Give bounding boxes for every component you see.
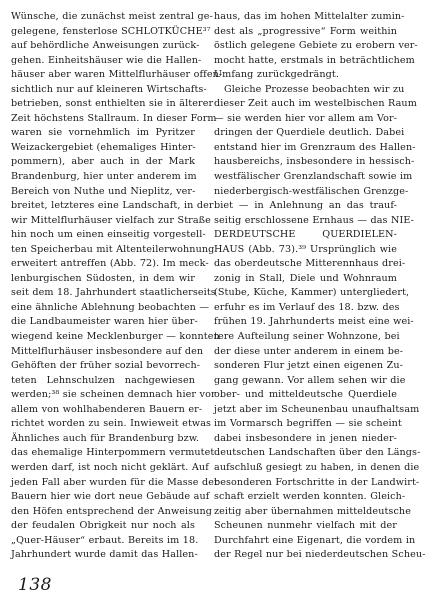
text-line: hausbereichs, insbesondere in hessisch- (214, 156, 415, 168)
text-line: östlich gelegene Gebiete zu erobern ver- (214, 40, 418, 52)
text-line: erfuhr es im Verlauf des 18. bzw. des (214, 301, 400, 313)
text-line: dabei insbesondere in jenen nieder- (214, 432, 397, 444)
text-line: breitet, letzteres eine Landschaft, in der (11, 200, 214, 212)
text-line: Gehöften der früher sozial bevorrech- (11, 360, 201, 372)
text-line: erweitert antreffen (Abb. 72). Im meck- (11, 258, 209, 270)
text-line: das ehemalige Hinterpommern vermutet (11, 447, 215, 459)
text-line: sichtlich nur auf kleineren Wirtschafts- (11, 83, 207, 95)
text-line: häuser aber waren Mittelflurhäuser offen- (11, 69, 223, 81)
text-line: Jahrhundert wurde damit das Hallen- (11, 549, 198, 561)
text-line: Gleiche Prozesse beobachten wir zu (224, 83, 405, 95)
text-line: Durchfahrt eine Eigenart, die vordem in (214, 534, 416, 546)
text-line: hin noch um einen einseitig vorgestell- (11, 229, 206, 241)
text-line: Mittelflurhäuser insbesondere auf den (11, 345, 204, 357)
text-line: werden darf, ist noch nicht geklärt. Auf (11, 461, 209, 473)
text-line: (Stube, Küche, Kammer) untergliedert, (214, 287, 410, 299)
text-line: Umfang zurückgedrängt. (214, 69, 339, 81)
text-line: sonderen Flur jetzt einen eigenen Zu- (214, 360, 403, 372)
text-line: eine ähnliche Ablehnung beobachten — (11, 301, 210, 313)
text-line: DERDEUTSCHE QUERDIELEN- (214, 229, 397, 241)
text-line: frühen 19. Jahrhunderts meist eine wei- (214, 316, 414, 328)
text-line: gang gewann. Vor allem sehen wir die (214, 374, 406, 386)
text-line: dringen der Querdiele deutlich. Dabei (214, 127, 405, 139)
text-line: dieser Zeit auch im westelbischen Raum (214, 98, 417, 110)
text-line: der diese unter anderem in einem be- (214, 345, 404, 357)
text-line: „Quer-Häuser“ erbaut. Bereits im 18. (11, 534, 199, 546)
text-line: Bereich von Nuthe und Nieplitz, ver- (11, 185, 196, 197)
text-line: schaft erzielt werden konnten. Gleich- (214, 491, 406, 503)
text-line: dest als „progressive“ Form weithin (214, 25, 397, 37)
text-line: wiegend keine Mecklenburger — konnten (11, 331, 220, 343)
text-line: ten Speicherbau mit Altenteilerwohnung (11, 243, 215, 255)
text-line: jeden Fall aber wurden für die Masse der (11, 476, 219, 488)
text-line: Zeit höchstens Stallraum. In dieser Form (11, 112, 217, 124)
text-line: biet — in Anlehnung an das trauf- (214, 200, 397, 212)
text-line: ober- und mitteldeutsche Querdiele (214, 389, 397, 401)
text-line: allem von wohlhabenderen Bauern er- (11, 403, 203, 415)
text-line: entstand hier im Grenzraum des Hallen- (214, 141, 416, 153)
text-line: im Vormarsch begriffen — sie scheint (214, 418, 402, 430)
text-line: seitig erschlossene Ernhaus — das NIE- (214, 214, 414, 226)
text-line: Bauern hier wie dort neue Gebäude auf (11, 491, 210, 503)
text-line: besonderen Fortschritte in der Landwirt- (214, 476, 420, 488)
left-text-column (11, 10, 223, 563)
text-line: deutschen Landschaften über den Längs- (214, 447, 421, 459)
text-line: Wünsche, die zunächst meist zentral ge- (11, 11, 213, 22)
text-line: wir Mittelflurhäuser vielfach zur Straße (11, 214, 211, 226)
text-line: Ähnliches auch für Brandenburg bzw. (11, 432, 200, 444)
text-line: westfälischer Grenzlandschaft sowie im (214, 171, 413, 183)
text-line: der feudalen Obrigkeit nur noch als (11, 520, 195, 532)
text-line: zonig in Stall, Diele und Wohnraum (214, 272, 397, 284)
text-line: auf behördliche Anweisungen zurück- (11, 40, 200, 52)
text-line: zeitig aber übernahmen mitteldeutsche (214, 505, 411, 517)
text-line: Weizackergebiet (ehemaliges Hinter- (11, 141, 196, 153)
text-line: waren sie vornehmlich im Pyritzer (11, 127, 195, 139)
right-text-column (214, 10, 426, 563)
text-line: teten Lehnschulzen nachgewiesen (11, 374, 195, 386)
text-line: jetzt aber im Scheunenbau unaufhaltsam (214, 403, 420, 415)
text-line: betrieben, sonst enthielten sie in älterer (11, 98, 214, 110)
text-line: HAUS (Abb. 73).³⁹ Ursprünglich wie (214, 243, 397, 255)
text-line: haus, das im hohen Mittelalter zumin- (214, 11, 405, 22)
text-line: tere Aufteilung seiner Wohnzone, bei (214, 331, 400, 343)
text-line: Scheunen nunmehr vielfach mit der (214, 520, 397, 532)
text-line: den Höfen entsprechend der Anweisung (11, 505, 213, 517)
page-number: 138 (18, 575, 52, 595)
text-line: Brandenburg, hier unter anderem im (11, 171, 197, 183)
text-line: gehen. Einheitshäuser wie die Hallen- (11, 54, 202, 66)
text-line: pommern), aber auch in der Mark (11, 156, 195, 168)
text-line: gelegene, fensterlose SCHLOTKÜCHE³⁷ (11, 25, 211, 37)
text-line: — sie werden hier vor allem am Vor- (214, 112, 398, 124)
text-line: lenburgischen Südosten, in dem wir (11, 272, 195, 284)
text-line: die Landbaumeister waren hier über- (11, 316, 198, 328)
text-line: aufschluß gesiegt zu haben, in denen die (214, 461, 420, 473)
text-line: mocht hatte, erstmals in beträchtlichem (214, 54, 415, 66)
text-line: richtet worden zu sein. Inwieweit etwas (11, 418, 212, 430)
text-line: das oberdeutsche Mitterennhaus drei- (214, 258, 406, 270)
text-line: der Regel nur bei niederdeutschen Scheu- (214, 549, 426, 561)
text-line: seit dem 18. Jahrhundert staatlicherseits (11, 287, 216, 299)
text-line: niederbergisch-westfälischen Grenzge- (214, 185, 409, 197)
text-line: werden;³⁸ sie scheinen demnach hier vor (11, 389, 216, 401)
